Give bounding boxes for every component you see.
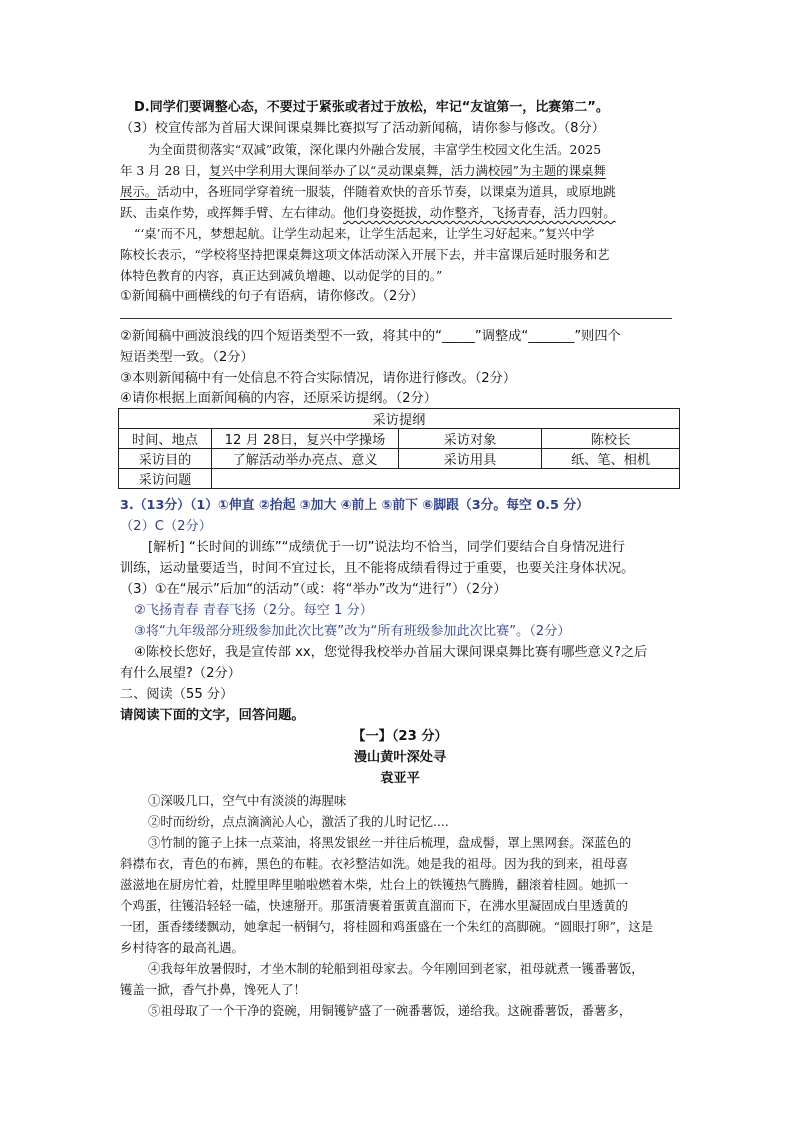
article-author: 袁亚平 — [380, 771, 420, 786]
table-row — [119, 429, 680, 449]
paragraph-2: ②时而纷纷，点点滴滴沁人心，激活了我的儿时记忆.... — [148, 814, 449, 829]
answer-3-3: ③将“九年级部分班级参加此次比赛”改为“所有班级参加此次比赛”。（2分） — [134, 624, 571, 639]
news-line-4-pre: 跃、击桌作势，或挥舞手臂、左右律动。 — [120, 205, 344, 220]
news-line-5: “‘桌’而不凡，梦想起航。让学生动起来，让学生活起来，让学生习好起来。”复兴中学 — [134, 226, 595, 241]
answer-analysis-line-2: 训练，运动量要适当，时间不宜过长，且不能将成绩看得过于重要，也要关注身体状况。 — [120, 561, 635, 576]
news-line-4 — [120, 203, 616, 223]
sub-question-2-line-1: ②新闻稿中画波浪线的四个短语类型不一致，将其中的“_____”调整成“_______”则四个 — [120, 329, 621, 344]
paragraph-4-line-1: ④我每年放暑假时，才坐木制的轮船到祖母家去。今年刚回到老家，祖母就煮一镬番薯饭， — [148, 961, 644, 976]
news-line-3 — [120, 182, 616, 202]
answer-analysis-line-1: [解析] “长时间的训练”“成绩优于一切”说法均不恰当，同学们要结合自身情况进行 — [148, 540, 625, 555]
sub-question-2-line-2: 短语类型一致。（2分） — [120, 350, 254, 365]
news-underlined-sentence: 复兴中学利用大课间举办了以“灵动课桌舞，活力满校园”为主题的课桌舞 — [208, 163, 606, 178]
table-cell: 采访问题 — [119, 469, 212, 489]
table-cell: 陈校长 — [542, 429, 680, 449]
paragraph-3-line-2: 斜襟布衣，青色的布裤，黑色的布鞋。衣衫整洁如洗。她是我的祖母。因为我的到来，祖母喜 — [120, 856, 629, 871]
paragraph-5-line-1: ⑤祖母取了一个干净的瓷碗，用铜镬铲盛了一碗番薯饭，递给我。这碗番薯饭，番薯多， — [148, 1003, 632, 1018]
interview-outline-table — [118, 408, 680, 489]
question-3-intro: （3）校宣传部为首届大课间课桌舞比赛拟写了活动新闻稿，请你参与修改。（8分） — [120, 121, 605, 136]
section-heading: 二、阅读（55 分） — [120, 687, 234, 702]
paragraph-3-line-5: 一团，蛋香缕缕飘动，她拿起一柄铜勺，将桂圆和鸡蛋盛在一个朱红的高脚碗。“圆眼打卵”，这是 — [120, 919, 654, 934]
interview-questions-blank[interactable] — [212, 469, 680, 489]
table-cell: 了解活动举办亮点、意义 — [212, 449, 399, 469]
news-line-7: 体特色教育的内容，真正达到减负增趣、以动促学的目的。” — [120, 268, 443, 283]
answer-blank-line — [120, 318, 672, 319]
article-title: 漫山黄叶深处寻 — [353, 750, 447, 765]
paragraph-1: ①深吸几口，空气中有淡淡的海腥味 — [148, 793, 347, 808]
table-cell: 12 月 28日，复兴中学操场 — [212, 429, 399, 449]
reading-instruction: 请阅读下面的文字，回答问题。 — [120, 708, 305, 723]
answer-2: （2）C（2分） — [120, 519, 212, 534]
sub-question-4: ④请你根据上面新闻稿的内容，还原采访提纲。（2分） — [120, 391, 437, 406]
news-line-3-rest: 活动中，各班同学穿着统一服装，伴随着欢快的音乐节奏，以课桌为道具，或原地跳 — [157, 184, 616, 199]
table-cell: 采访对象 — [399, 429, 542, 449]
table-cell: 采访用具 — [399, 449, 542, 469]
news-line-1: 为全面贯彻落实“双减”政策，深化课内外融合发展，丰富学生校园文化生活。2025 — [148, 142, 602, 157]
answer-3-4-line-1: ④陈校长您好，我是宣传部 xx，您觉得我校举办首届大课间课桌舞比赛有哪些意义?之后 — [134, 645, 648, 660]
table-row — [119, 469, 680, 489]
news-date: 年 3 月 28 日， — [120, 163, 209, 178]
table-cell: 时间、地点 — [119, 429, 212, 449]
table-row — [119, 449, 680, 469]
paragraph-3-line-4: 个鸡蛋，往镬沿轻轻一磕，快速掰开。那蛋清裹着蛋黄直溜而下，在沸水里凝固成白里透黄的 — [120, 898, 629, 913]
paragraph-4-line-2: 镬盖一掀，香气扑鼻，馋死人了！ — [120, 982, 306, 997]
answer-3-4-line-2: 有什么展望?（2分） — [120, 666, 241, 681]
table-cell: 纸、笔、相机 — [542, 449, 680, 469]
answer-3-1: （3）①在“展示”后加“的活动”（或：将“举办”改为“进行”）（2分） — [120, 582, 507, 597]
table-title: 采访提纲 — [119, 409, 680, 429]
paragraph-3-line-3: 滋滋地在厨房忙着，灶膛里哔里啪啦燃着木柴，灶台上的铁镬热气腾腾，翻滚着桂圆。她抓一 — [120, 877, 629, 892]
option-d: D.同学们要调整心态，不要过于紧张或者过于放松，牢记“友谊第一，比赛第二”。 — [134, 100, 609, 115]
paragraph-3-line-1: ③竹制的篦子上抹一点菜油，将黑发银丝一并往后梳理，盘成髻，罩上黑网套。深蓝色的 — [148, 835, 632, 850]
paragraph-3-line-6: 乡村待客的最高礼遇。 — [120, 940, 244, 955]
news-wavy-phrases: 他们身姿挺拔，动作整齐，飞扬青春，活力四射。 — [343, 205, 616, 220]
news-line-2 — [120, 161, 606, 181]
sub-question-1: ①新闻稿中画横线的句子有语病，请你修改。（2分） — [120, 289, 424, 304]
table-cell: 采访目的 — [119, 449, 212, 469]
news-underlined-end: 展示。 — [120, 184, 158, 199]
reading-part-label: 【一】（23 分） — [352, 729, 448, 744]
news-line-6: 陈校长表示，“学校将坚持把课桌舞这项文体活动深入开展下去，并丰富课后延时服务和艺 — [120, 247, 610, 262]
sub-question-3: ③本则新闻稿中有一处信息不符合实际情况，请你进行修改。（2分） — [120, 371, 517, 386]
answer-1: 3.（13分）（1）①伸直 ②抬起 ③加大 ④前上 ⑤前下 ⑥脚跟（3分。每空 0.5 分） — [120, 498, 589, 513]
answer-3-2: ②飞扬青春 青春飞扬（2分。每空 1 分） — [134, 603, 373, 618]
